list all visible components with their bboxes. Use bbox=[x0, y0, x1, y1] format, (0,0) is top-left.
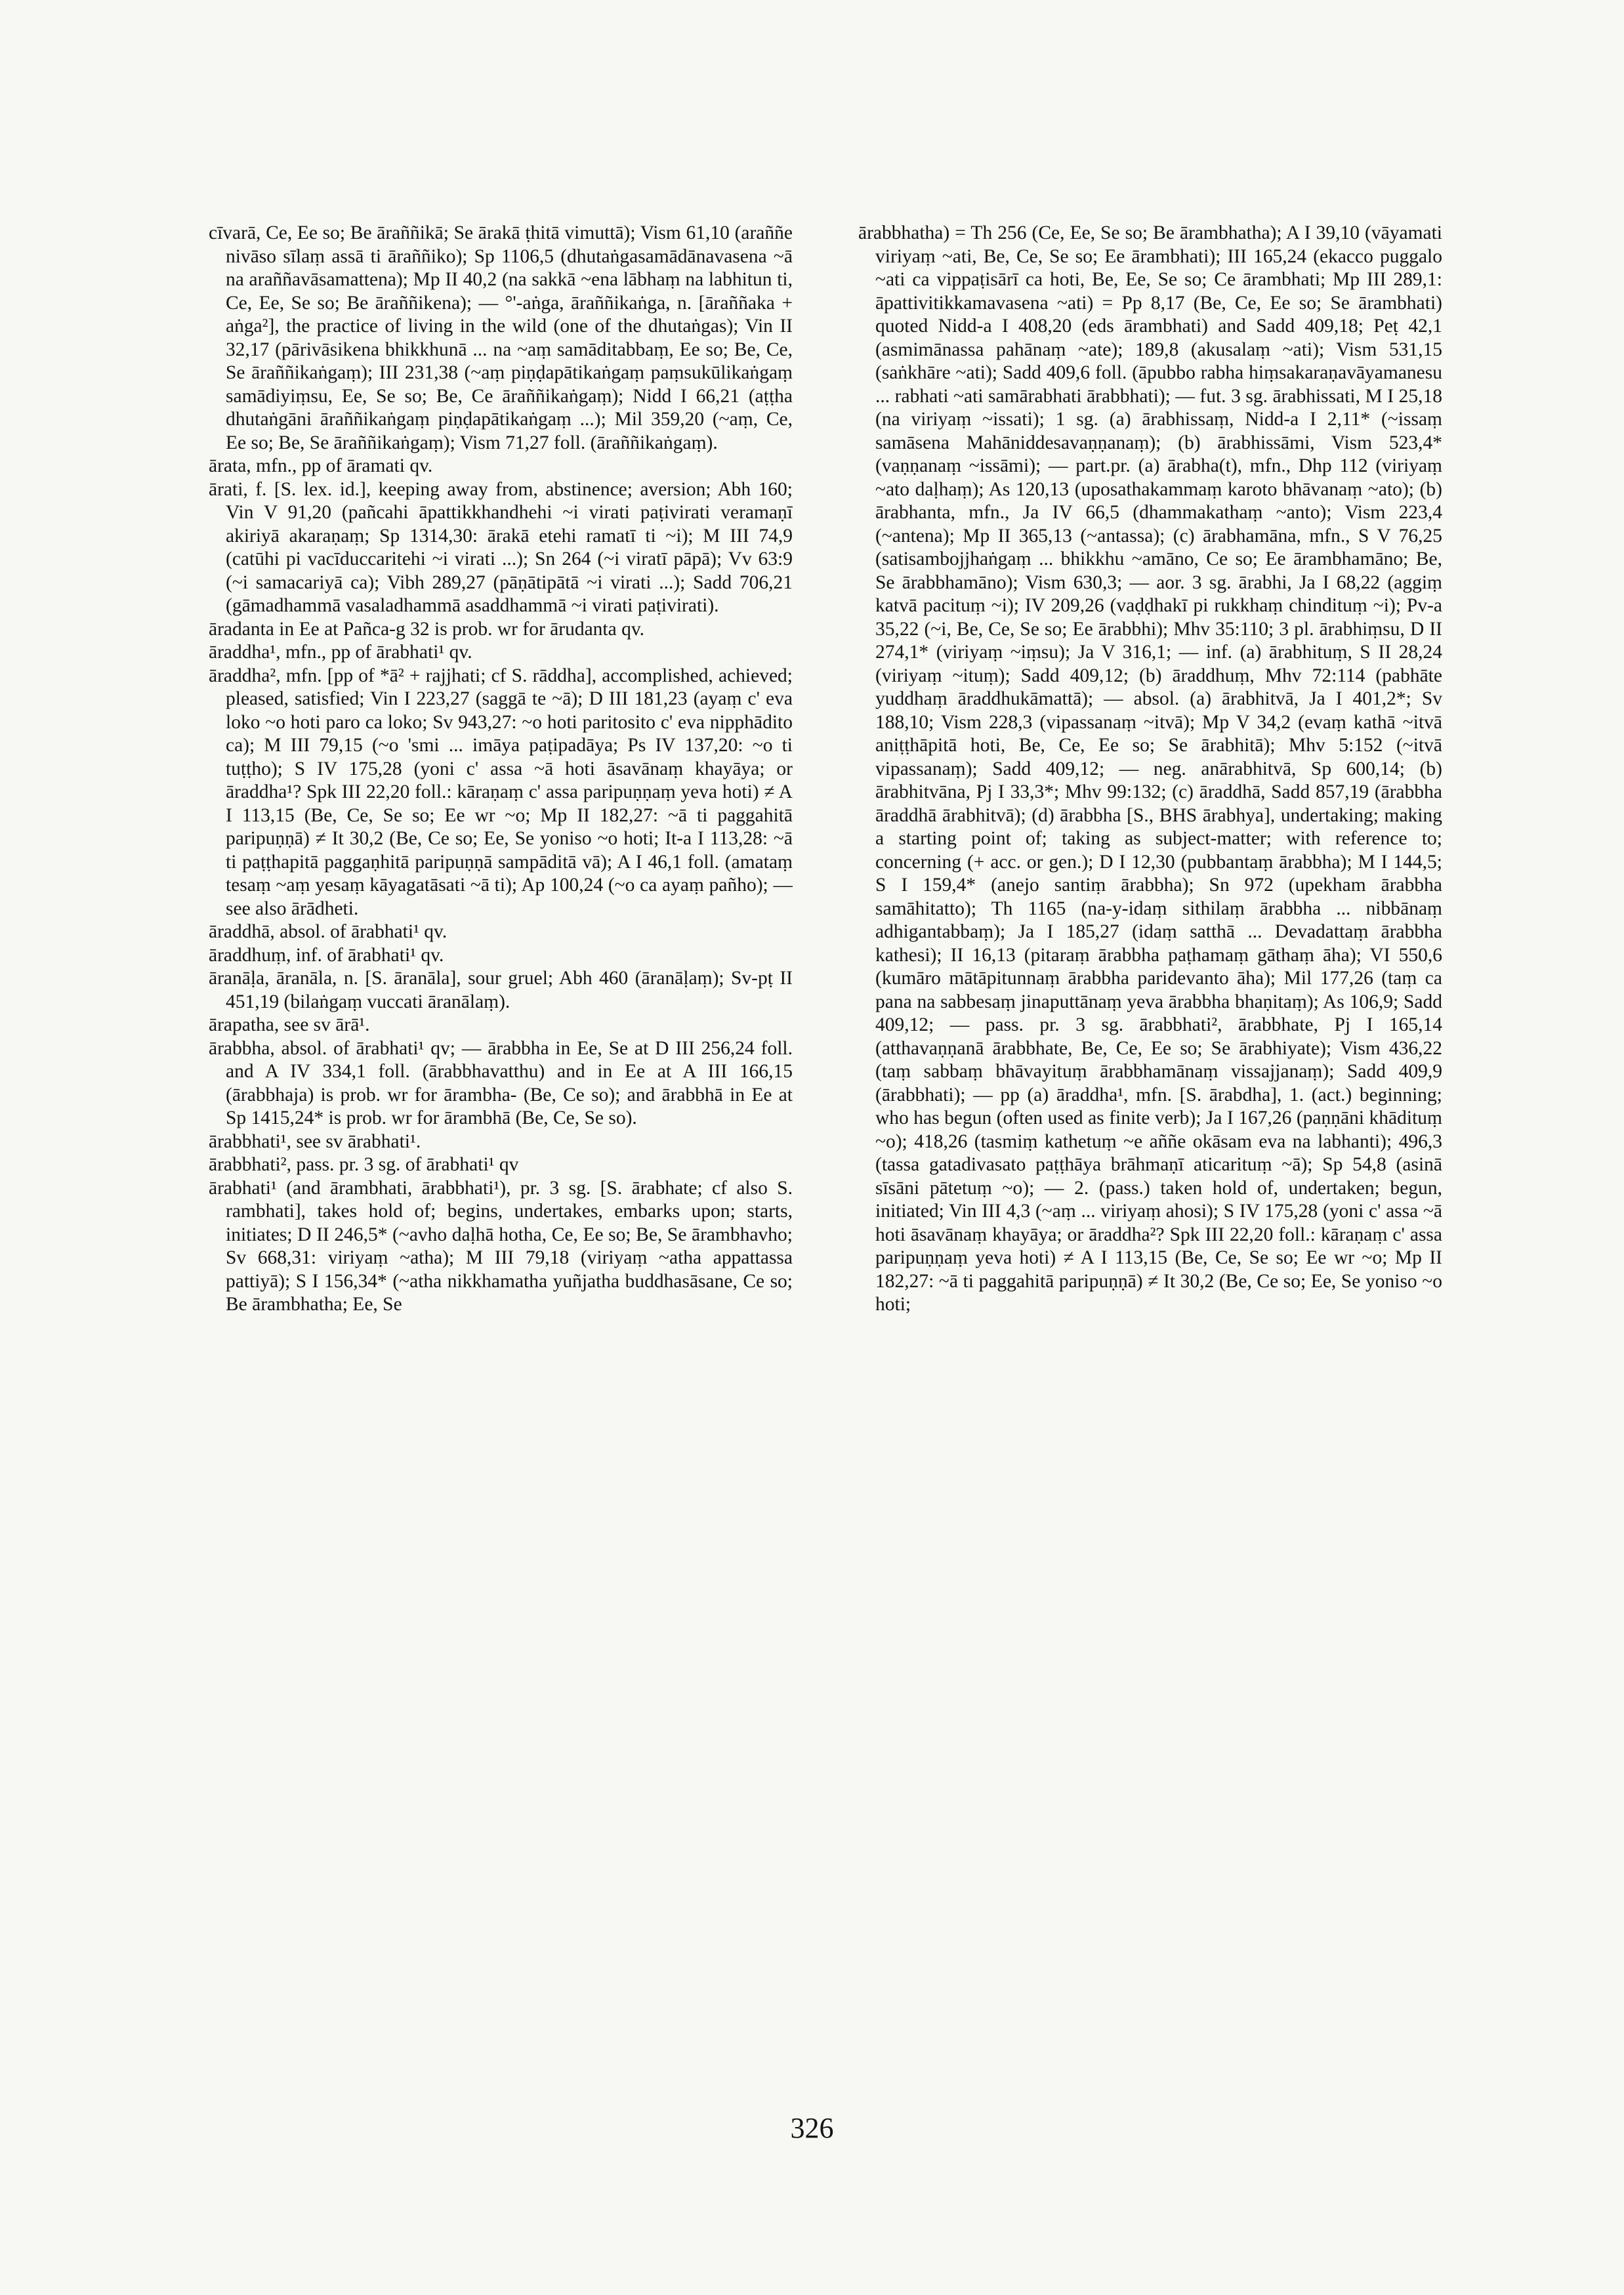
dictionary-entry: ārabbhati¹, see sv ārabhati¹. bbox=[209, 1130, 421, 1152]
dictionary-entry: āranāḷa, āranāla, n. [S. āranāla], sour gruel; Abh 460 (āranāḷaṃ); Sv-pṭ II 451,19 (bilaṅgaṃ vuccati āranālaṃ). bbox=[209, 968, 793, 1012]
dictionary-entry: āraddha¹, mfn., pp of ārabhati¹ qv. bbox=[209, 642, 472, 663]
dictionary-entry: āraddhā, absol. of ārabhati¹ qv. bbox=[209, 921, 448, 942]
dictionary-entry: āraddha², mfn. [pp of *ā² + rajjhati; cf S. rāddha], accomplished, achieved; pleased, satisfied; Vin I 223,27 (saggā te ~ā); D III 181,23 (ayaṃ c' eva loko ~o hoti paro ca loko; Sv 943,27: ~o hoti paritosito c' eva nipphādito ca); M III 79,15 (~o 'smi ... imāya paṭipadāya; Ps IV 137,20: ~o ti tuṭṭho); S IV 175,28 (yoni c' assa ~ā hoti āsavānaṃ khayāya; or āraddha¹? Spk III 22,20 foll.: kāraṇaṃ c' assa paripuṇṇaṃ yeva hoti) ≠ A I 113,15 (Be, Ce, Se so; Ee wr ~o; Mp II 182,27: ~ā ti paggahitā paripuṇṇā) ≠ It 30,2 (Be, Ce so; Ee, Se yoniso ~o hoti; It-a I 113,28: ~ā ti paṭṭhapitā paggaṇhitā paripuṇṇā sampāditā vā); A I 46,1 foll. (amataṃ tesaṃ ~aṃ yesaṃ kāyagatāsati ~ā ti); Ap 100,24 (~o ca ayaṃ pañho); — see also ārādheti. bbox=[209, 665, 793, 919]
dictionary-entry: āraddhuṃ, inf. of ārabhati¹ qv. bbox=[209, 944, 444, 966]
dictionary-entry: ārati, f. [S. lex. id.], keeping away from, abstinence; aversion; Abh 160; Vin V 91,20 (pañcahi āpattikkhandhehi ~i virati paṭivirati veramaṇī akiriyā akaraṇaṃ; Sp 1314,30: ārakā etehi ramatī ti ~i); M III 74,9 (catūhi pi vacīduccaritehi ~i virati ...); Sn 264 (~i viratī pāpā); Vv 63:9 (~i samacariyā ca); Vibh 289,27 (pāṇātipātā ~i virati ...); Sadd 706,21 (gāmadhammā vasaladhammā asaddhammā ~i virati paṭivirati). bbox=[209, 478, 793, 616]
page-number: 326 bbox=[790, 2112, 834, 2144]
dictionary-entry: ārabbha, absol. of ārabhati¹ qv; — ārabbha in Ee, Se at D III 256,24 foll. and A IV 334,1 foll. (ārabbhavatthu) and in Ee at A III 166,15 (ārabbhaja) is prob. wr for ārambha- (Be, Ce so); and ārabbhā in Ee at Sp 1415,24* is prob. wr for ārambhā (Be, Ce, Se so). bbox=[209, 1037, 793, 1128]
dictionary-entry: ārata, mfn., pp of āramati qv. bbox=[209, 455, 433, 476]
dictionary-entry: ārapatha, see sv ārā¹. bbox=[209, 1014, 370, 1035]
dictionary-entry: cīvarā, Ce, Ee so; Be āraññikā; Se ārakā ṭhitā vimuttā); Vism 61,10 (araññe nivāso sīlaṃ assā ti āraññiko); Sp 1106,5 (dhutaṅgasamādānavasena ~ā na araññavāsamattena); Mp II 40,2 (na sakkā ~ena lābhaṃ na labhitun ti, Ce, Ee, Se so; Be āraññikena); — °'-aṅga, āraññikaṅga, n. [āraññaka + aṅga²], the practice of living in the wild (one of the dhutaṅgas); Vin II 32,17 (pārivāsikena bhikkhunā ... na ~aṃ samāditabbaṃ, Ee so; Be, Ce, Se āraññikaṅgaṃ); III 231,38 (~aṃ piṇḍapātikaṅgaṃ paṃsukūlikaṅgaṃ samādiyiṃsu, Ee, Se so; Be, Ce āraññikaṅgaṃ); Nidd I 66,21 (aṭṭha dhutaṅgāni āraññikaṅgaṃ piṇḍapātikaṅgaṃ ...); Mil 359,20 (~aṃ, Ce, Ee so; Be, Se āraññikaṅgaṃ); Vism 71,27 foll. (āraññikaṅgaṃ). bbox=[209, 222, 793, 453]
dictionary-entry: ārabhati¹ (and ārambhati, ārabbhati¹), pr. 3 sg. [S. ārabhate; cf also S. rambhati], takes hold of; begins, undertakes, embarks upon; starts, initiates; D II 246,5* (~avho daḷhā hotha, Ce, Ee so; Be, Se ārambhavho; Sv 668,31: viriyaṃ ~atha); M III 79,18 (viriyaṃ ~atha appattassa pattiyā); S I 156,34* (~atha nikkhamatha yuñjatha buddhasāsane, Ce so; Be ārambhatha; Ee, Se bbox=[209, 1177, 793, 1315]
dictionary-entry: ārabbhatha) = Th 256 (Ce, Ee, Se so; Be ārambhatha); A I 39,10 (vāyamati viriyaṃ ~ati, Be, Ce, Se so; Ee ārambhati); III 165,24 (ekacco puggalo ~ati ca vippaṭisārī ca hoti, Be, Ee, Se so; Ce ārambhati; Mp III 289,1: āpattivitikkamavasena ~ati) = Pp 8,17 (Be, Ce, Ee so; Se ārambhati) quoted Nidd-a I 408,20 (eds ārambhati) and Sadd 409,18; Peṭ 42,1 (asmimānassa pahānaṃ ~ate); 189,8 (akusalaṃ ~ati); Vism 531,15 (saṅkhāre ~ati); Sadd 409,6 foll. (āpubbo rabha hiṃsakaraṇavāyamanesu ... rabhati ~ati samārabhati ārabbhati); — fut. 3 sg. ārabhissati, M I 25,18 (na viriyaṃ ~issati); 1 sg. (a) ārabhissaṃ, Nidd-a I 2,11* (~issaṃ samāsena Mahāniddesavaṇṇanaṃ); (b) ārabhissāmi, Vism 523,4* (vaṇṇanaṃ ~issāmi); — part.pr. (a) ārabha(t), mfn., Dhp 112 (viriyaṃ ~ato daḷhaṃ); As 120,13 (uposathakammaṃ karoto bhāvanaṃ ~ato); (b) ārabhanta, mfn., Ja IV 66,5 (dhammakathaṃ ~anto); Vism 223,4 (~antena); Mp II 365,13 (~antassa); (c) ārabhamāna, mfn., S V 76,25 (satisambojjhaṅgaṃ ... bhikkhu ~amāno, Ce so; Ee ārambhamāno; Be, Se ārabbhamāno); Vism 630,3; — aor. 3 sg. ārabhi, Ja I 68,22 (aggiṃ katvā pacituṃ ~i); IV 209,26 (vaḍḍhakī pi rukkhaṃ chindituṃ ~i); Pv-a 35,22 (~i, Be, Ce, Se so; Ee ārabbhi); Mhv 35:110; 3 pl. ārabhiṃsu, D II 274,1* (viriyaṃ ~iṃsu); Ja V 316,1; — inf. (a) ārabhituṃ, S II 28,24 (viriyaṃ ~ituṃ); Sadd 409,12; (b) āraddhuṃ, Mhv 72:114 (pabhāte yuddhaṃ āraddhukāmattā); — absol. (a) ārabhitvā, Ja I 401,2*; Sv 188,10; Vism 228,3 (vipassanaṃ ~itvā); Mp V 34,2 (evaṃ kathā ~itvā aniṭṭhāpitā hoti, Be, Ce, Ee so; Se ārabhitā); Mhv 5:152 (~itvā vipassanaṃ); Sadd 409,12; — neg. anārabhitvā, Sp 600,14; (b) ārabhitvāna, Pj I 33,3*; Mhv 99:132; (c) āraddhā, Sadd 857,19 (ārabbha āraddhā ārabhitvā); (d) ārabbha [S., BHS ārabhya], undertaking; making a starting point of; taking as subject-matter; with reference to; concerning (+ acc. or gen.); D I 12,30 (pubbantaṃ ārabbha); M I 144,5; S I 159,4* (anejo santiṃ ārabbha); Sn 972 (upekham ārabbha samāhitatto); Th 1165 (na-y-idaṃ sithilaṃ ārabbha ... nibbānaṃ adhigantabbaṃ); Ja I 185,27 (idaṃ satthā ... Devadattaṃ ārabbha kathesi); II 16,13 (pitaraṃ ārabbha paṭhamaṃ gāthaṃ āha); VI 550,6 (kumāro mātāpitunnaṃ ārabbha paridevanto āha); Mil 177,26 (taṃ ca pana na sabbesaṃ jinaputtānaṃ yeva ārabbha bhaṇitaṃ); As 106,9; Sadd 409,12; — pass. pr. 3 sg. ārabbhati², ārabbhate, Pj I 165,14 (atthavaṇṇanā ārabbhate, Be, Ce, Ee so; Se ārabhiyate); Vism 436,22 (taṃ sabbaṃ bhāvayituṃ ārabbhamānaṃ vissajjanaṃ); Sadd 409,9 (ārabbhati); — pp (a) āraddha¹, mfn. [S. ārabdha], 1. (act.) beginning; who has begun (often used as finite verb); Ja I 167,26 (paṇṇāni khādituṃ ~o); 418,26 (tasmiṃ kathetuṃ ~e aññe okāsam eva na labhanti); 496,3 (tassa gatadivasato paṭṭhāya brāhmaṇī aticarituṃ ~ā); Sp 54,8 (asinā sīsāni pātetuṃ ~o); — 2. (pass.) taken hold of, undertaken; begun, initiated; Vin III 4,3 (~aṃ ... viriyaṃ ahosi); S IV 175,28 (yoni c' assa ~ā hoti āsavānaṃ khayāya; or āraddha²? Spk III 22,20 foll.: kāraṇaṃ c' assa paripuṇṇaṃ yeva hoti) ≠ A I 113,15 (Be, Ce, Se so; Ee wr ~o; Mp II 182,27: ~ā ti paggahitā paripuṇṇā) ≠ It 30,2 (Be, Ce so; Ee, Se yoniso ~o hoti; bbox=[858, 222, 1442, 1315]
left-column bbox=[209, 222, 793, 2092]
right-column bbox=[858, 222, 1442, 2092]
dictionary-entry: ārabbhati², pass. pr. 3 sg. of ārabhati¹ qv bbox=[209, 1154, 519, 1175]
dictionary-entry: āradanta in Ee at Pañca-g 32 is prob. wr for ārudanta qv. bbox=[209, 618, 645, 640]
